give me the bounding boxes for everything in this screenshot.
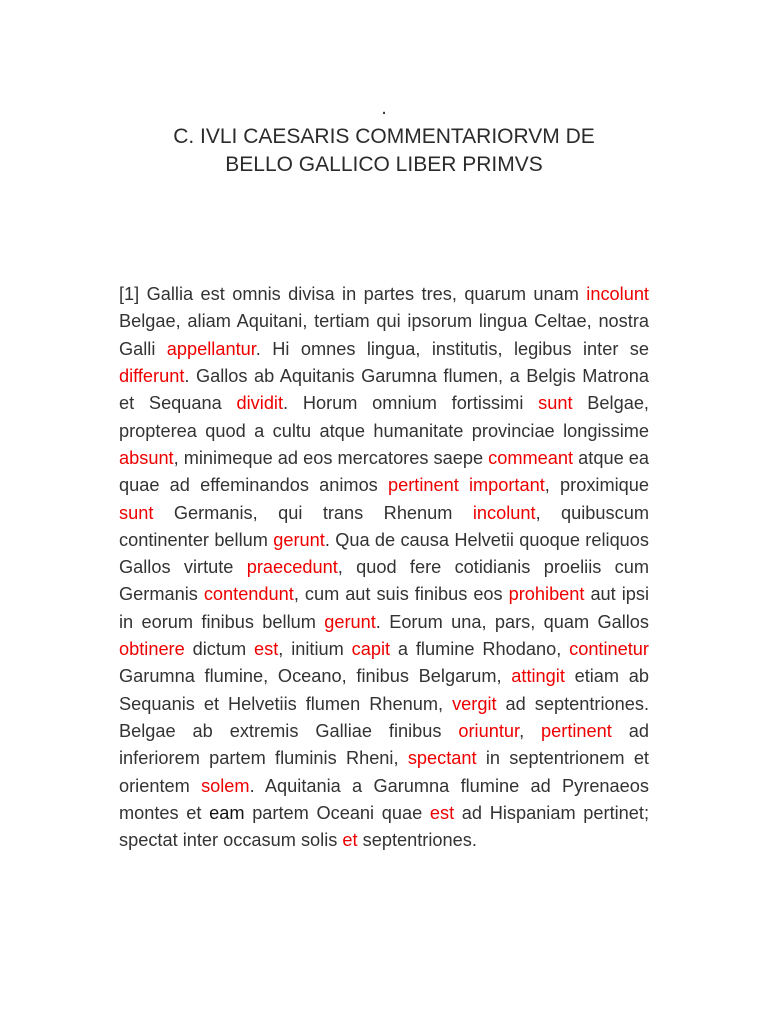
text-segment: etiam ab Sequanis et Helvetiis flumen Rhenum,	[119, 666, 650, 714]
highlighted-verb: sunt	[538, 393, 573, 414]
highlighted-verb: continetur	[569, 639, 649, 660]
page-title	[0, 123, 768, 179]
text-segment: partem Oceani quae	[244, 802, 430, 823]
highlighted-verb: capit	[351, 639, 391, 660]
highlighted-verb: et	[342, 830, 358, 851]
highlighted-verb: appellantur	[166, 338, 256, 359]
text-segment: in septentrionem et orientem	[119, 748, 649, 796]
highlighted-verb: solem	[201, 775, 250, 796]
title-line-2: BELLO GALLICO LIBER PRIMVS	[225, 153, 543, 176]
highlighted-verb: oriuntur	[458, 720, 520, 741]
text-segment: ad inferiorem partem fluminis Rheni,	[119, 720, 649, 769]
highlighted-verb: gerunt	[273, 529, 325, 550]
text-segment: , quibuscum continenter bellum	[119, 502, 649, 550]
text-segment: a flumine Rhodano,	[390, 639, 570, 660]
highlighted-verb: attingit	[511, 666, 565, 687]
highlighted-verb: est	[254, 639, 279, 660]
highlighted-verb: contendunt	[203, 584, 294, 605]
text-segment: Garumna flumine, Oceano, finibus Belgarum,	[119, 666, 512, 687]
text-segment: . Aquitania a Garumna flumine ad Pyrenaeos montes et	[119, 775, 649, 823]
highlighted-verb: incolunt	[472, 502, 536, 523]
highlighted-verb: prohibent	[508, 584, 585, 605]
highlighted-verb: commeant	[488, 447, 574, 468]
highlighted-verb: spectant	[407, 748, 477, 769]
text-segment: , quod fere cotidianis proeliis cum Germanis	[119, 557, 650, 605]
text-segment: , minimeque ad eos mercatores saepe	[173, 447, 489, 468]
text-segment: Germanis, qui trans Rhenum	[153, 502, 473, 523]
highlighted-verb: pertinent	[541, 720, 612, 741]
text-segment: . Qua de causa Helvetii quoque reliquos Gallos virtute	[119, 529, 650, 578]
text-segment: Belgae, aliam Aquitani, tertiam qui ipsorum lingua Celtae, nostra Galli	[119, 311, 649, 359]
text-segment: . Gallos ab Aquitanis Garumna flumen, a Belgis Matrona et Sequana	[119, 366, 649, 414]
text-segment: atque ea quae ad effeminandos animos	[119, 447, 649, 496]
text-segment: ,	[519, 720, 542, 741]
highlighted-verb: sunt	[119, 502, 154, 523]
text-segment: aut ipsi in eorum finibus bellum	[119, 584, 649, 632]
text-segment: , cum aut suis finibus eos	[293, 584, 509, 605]
text-segment: , initium	[278, 639, 352, 660]
highlighted-verb: vergit	[452, 693, 497, 714]
highlighted-verb: gerunt	[324, 611, 376, 632]
text-segment: Belgae, propterea quod a cultu atque humanitate provinciae longissime	[119, 393, 649, 441]
text-segment: . Hi omnes lingua, institutis, legibus inter se	[255, 338, 650, 359]
text-segment: [1] Gallia est omnis divisa in partes tres, quarum unam	[119, 284, 587, 305]
text-segment: dictum	[184, 639, 255, 660]
highlighted-verb: pertinent important	[387, 475, 545, 496]
text-segment: . Eorum una, pars, quam Gallos	[375, 611, 649, 632]
dark-word: eam	[209, 802, 245, 823]
highlighted-verb: absunt	[119, 447, 174, 468]
text-segment: ad Hispaniam pertinet; spectat inter occasum solis	[119, 802, 649, 851]
text-segment: ad septentriones. Belgae ab extremis Galliae finibus	[119, 693, 649, 741]
highlighted-verb: incolunt	[586, 284, 649, 305]
highlighted-verb: dividit	[236, 393, 284, 414]
text-segment: septentriones.	[357, 830, 477, 851]
text-segment: . Horum omnium fortissimi	[283, 393, 539, 414]
body-paragraph	[119, 281, 649, 854]
highlighted-verb: differunt	[119, 366, 185, 387]
highlighted-verb: praecedunt	[246, 557, 338, 578]
top-dot: .	[381, 97, 387, 119]
text-segment: , proximique	[544, 475, 649, 496]
highlighted-verb: est	[429, 802, 455, 823]
title-line-1: C. IVLI CAESARIS COMMENTARIORVM DE	[173, 125, 595, 148]
highlighted-verb: obtinere	[119, 639, 185, 660]
